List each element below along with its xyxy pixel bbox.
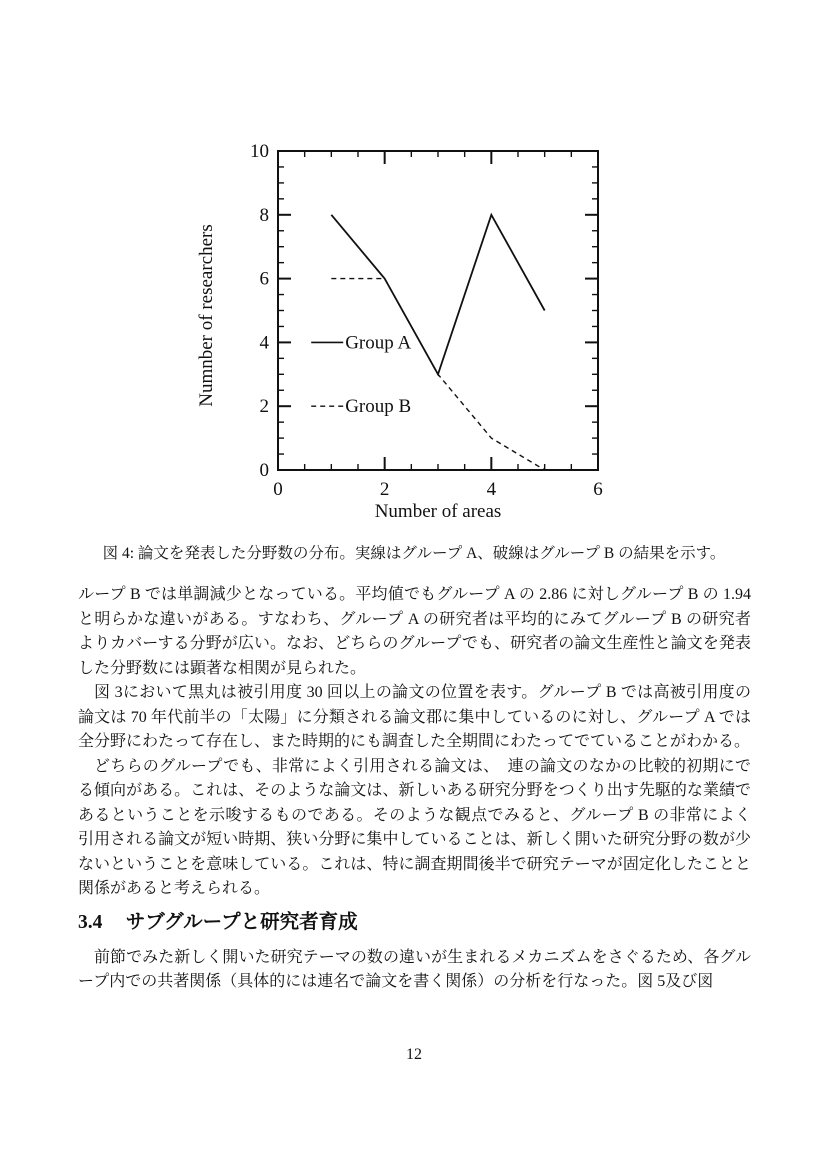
y-tick-label: 10 bbox=[250, 141, 269, 162]
y-tick-label: 0 bbox=[259, 460, 269, 481]
body-text bbox=[78, 583, 751, 995]
paragraph-2: 図 3において黒丸は被引用度 30 回以上の論文の位置を表す。グループ B では高被引用度の論文は 70 年代前半の「太陽」に分類される論文郡に集中しているのに対し、グループ A では全分野にわたって存在し、また時期的にも調査した全期間にわたってでていることがわかる。 bbox=[78, 684, 751, 750]
y-axis-title: Numnber of researchers bbox=[196, 224, 217, 407]
x-tick-label: 2 bbox=[379, 479, 390, 500]
figure-caption: 図 4: 論文を発表した分野数の分布。実線はグループ A、破線はグループ B の結果を示す。 bbox=[102, 545, 726, 562]
series-group-b bbox=[331, 279, 544, 470]
y-tick-label: 2 bbox=[259, 396, 269, 418]
paragraph-1: ループ B では単調減少となっている。平均値でもグループ A の 2.86 に対しグループ B の 1.94 と明らかな違いがある。すなわち、グループ A の研究者は平均的にみてグループ B の研究者よりカバーする分野が広い。なお、どちらのグループでも、研究者の論文生産性と論文を発表した分野数には顕著な相関が見られた。 bbox=[78, 586, 751, 677]
legend-label: Group B bbox=[345, 396, 412, 418]
page-number: 12 bbox=[406, 1046, 422, 1063]
section-number: 3.4 bbox=[78, 911, 103, 933]
figure4-line-chart bbox=[190, 135, 630, 535]
y-tick-label: 4 bbox=[259, 332, 269, 354]
section-title: サブグループと研究者育成 bbox=[125, 911, 358, 933]
x-tick-label: 6 bbox=[593, 479, 603, 500]
x-axis-title: Number of areas bbox=[374, 501, 502, 522]
paragraph-3: どちらのグループでも、非常によく引用される論文は、 連の論文のなかの比較的初期にでる傾向がある。これは、そのような論文は、新しいある研究分野をつくり出す先駆的な業績であるということを示唆するものである。そのような観点でみると、グループ B の非常によく引用される論文が短い時期、狭い分野に集中していることは、新しく開いた研究分野の数が少ないということを意味している。これは、特に調査期間後半で研究テーマが固定化したことと関係があると考えられる。 bbox=[78, 757, 751, 897]
y-tick-label: 8 bbox=[259, 204, 269, 226]
x-tick-label: 4 bbox=[486, 479, 497, 500]
y-tick-label: 6 bbox=[259, 268, 269, 290]
legend-label: Group A bbox=[345, 332, 412, 354]
x-tick-label: 0 bbox=[273, 479, 283, 500]
section-heading bbox=[78, 909, 751, 937]
paragraph-4: 前節でみた新しく開いた研究テーマの数の違いが生まれるメカニズムをさぐるため、各グループ内での共著関係（具体的には連名で論文を書く関係）の分析を行なった。図 5及び図 bbox=[78, 948, 751, 990]
